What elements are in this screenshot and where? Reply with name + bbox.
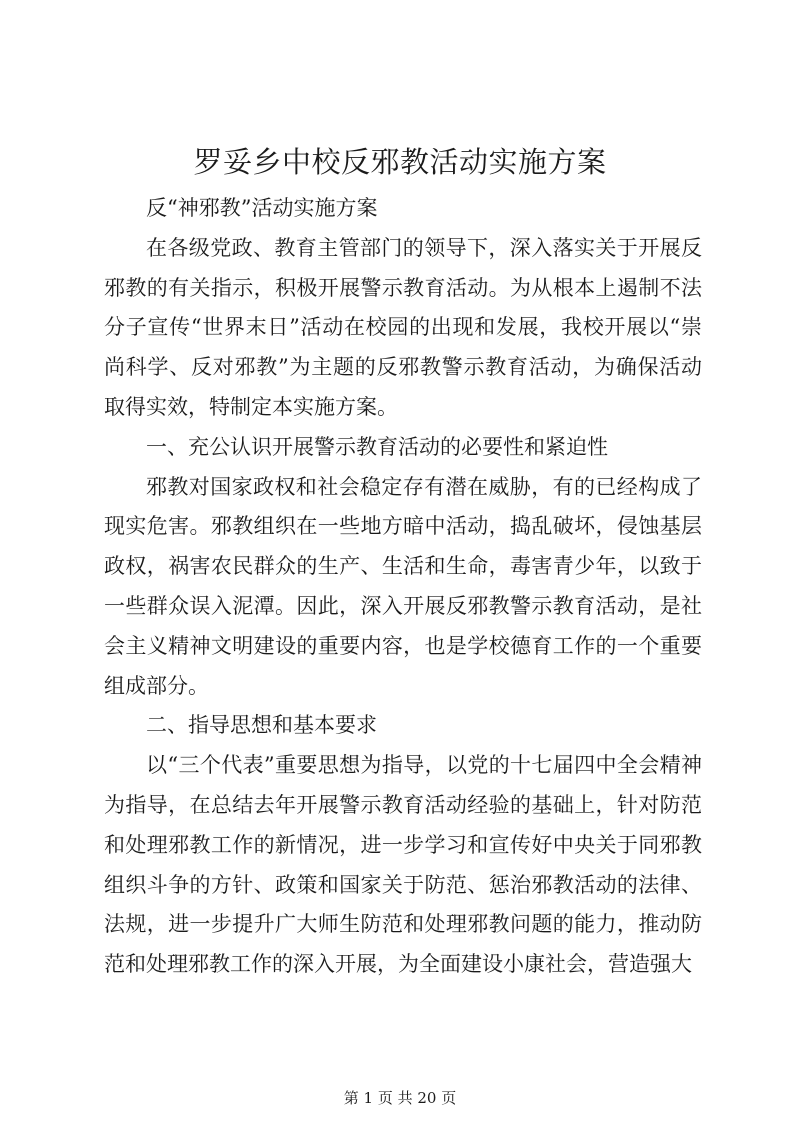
document-body [104, 189, 702, 985]
section-heading-1: 一、充公认识开展警示教育活动的必要性和紧迫性 [146, 434, 608, 459]
page-footer: 第 1 页 共 20 页 [343, 1089, 457, 1107]
paragraph-section-1: 邪教对国家政权和社会稳定存有潜在威胁，有的已经构成了现实危害。邪教组织在一些地方暗中活动，捣乱破坏，侵蚀基层政权，祸害农民群众的生产、生活和生命，毒害青少年，以致于一些群众误入泥潭。因此，深入开展反邪教警示教育活动，是社会主义精神文明建设的重要内容，也是学校德育工作的一个重要组成部分。 [104, 474, 702, 698]
paragraph-section-2: 以“三个代表”重要思想为指导，以党的十七届四中全会精神为指导，在总结去年开展警示教育活动经验的基础上，针对防范和处理邪教工作的新情况，进一步学习和宣传好中央关于同邪教组织斗争的方针、政策和国家关于防范、惩治邪教活动的法律、法规，进一步提升广大师生防范和处理邪教问题的能力，推动防范和处理邪教工作的深入开展，为全面建设小康社会，营造强大 [104, 753, 702, 977]
document-title: 罗妥乡中校反邪教活动实施方案 [193, 145, 607, 179]
section-heading-2: 二、指导思想和基本要求 [146, 713, 377, 738]
paragraph-subtitle: 反“神邪教”活动实施方案 [146, 196, 378, 220]
paragraph-intro: 在各级党政、教育主管部门的领导下，深入落实关于开展反邪教的有关指示，积极开展警示教育活动。为从根本上遏制不法分子宣传“世界末日”活动在校园的出现和发展，我校开展以“崇尚科学、反对邪教”为主题的反邪教警示教育活动，为确保活动取得实效，特制定本实施方案。 [104, 235, 702, 419]
